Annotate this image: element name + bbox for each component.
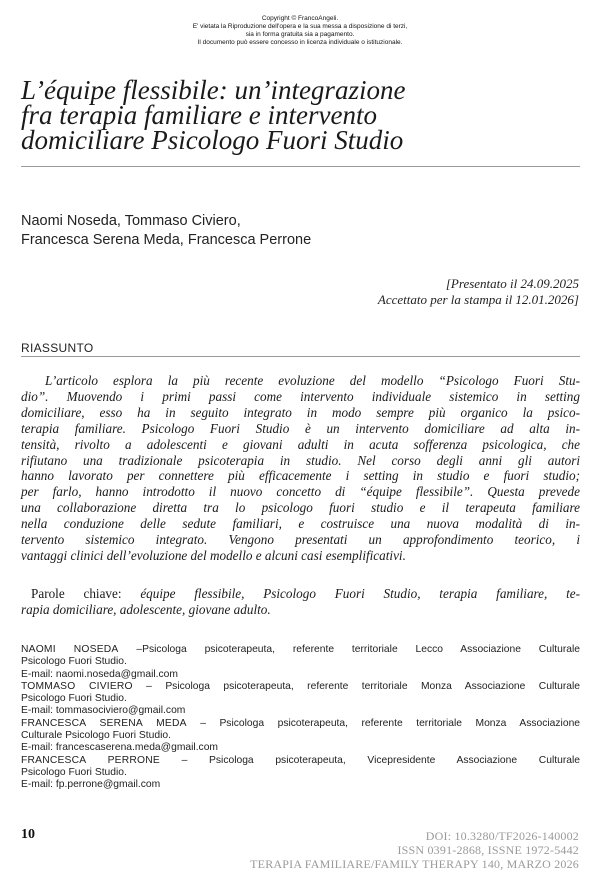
abstract-line: L’articolo esplora la più recente evoluzione del modello “Psicologo Fuori Stu-: [45, 373, 580, 388]
copyright-line: sia in forma gratuita sia a pagamento.: [245, 31, 355, 38]
bio-header: [21, 755, 580, 767]
abstract-line: tensità, rivolto a adolescenti e giovani adulti in acuta sofferenza psicologica, che: [21, 436, 580, 452]
bio-name: FRANCESCA PERRONE: [21, 754, 160, 766]
keywords-terms: rapia domiciliare, adolescente, giovane adulto.: [21, 601, 271, 617]
abstract-line: domiciliare, esso ha in seguito integrato in modo sempre più organico la psico-: [21, 404, 580, 420]
journal-issue: TERAPIA FAMILIARE/FAMILY THERAPY 140, MARZO 2026: [250, 857, 579, 872]
abstract-line: terapia familiare. Psicologo Fuori Studio è un intervento domiciliare ad alta in-: [21, 420, 580, 436]
abstract-line: per farlo, hanno introdotto il nuovo concetto di “équipe flessibile”. Questa prevede: [21, 484, 580, 500]
keywords-label: Parole chiave:: [31, 586, 122, 601]
author-bios: [21, 644, 580, 792]
bio-desc-cont: Psicologo Fuori Studio.: [21, 693, 127, 705]
copyright-line: Il documento può essere concesso in licenza individuale o istituzionale.: [197, 39, 403, 46]
bio-name: FRANCESCA SERENA MEDA: [21, 717, 187, 729]
bio-desc: Psicologa psicoterapeuta, referente territoriale Lecco Associazione Culturale: [142, 644, 581, 655]
title-divider: [21, 166, 580, 167]
page-number: 10: [21, 827, 35, 842]
bio-sep: –: [132, 680, 166, 692]
doi: DOI: 10.3280/TF2026-140002: [425, 829, 579, 843]
abstract-line: tervento sistemico integrato. Vengono presentati un approfondimento teorico, i: [21, 532, 580, 548]
bio-desc-cont: Psicologo Fuori Studio.: [21, 656, 127, 668]
abstract-line: hanno lavorato per connettere più efficacemente i setting in studio e fuori studio;: [21, 468, 580, 484]
keywords-terms: équipe flessibile, Psicologo Fuori Studio, terapia familiare, te-: [140, 586, 581, 601]
abstract-body: [21, 373, 580, 564]
abstract-line: dio”. Muovendo i primi passi come intervento individuale sistemico in setting: [21, 388, 580, 404]
section-heading: RIASSUNTO: [21, 341, 94, 355]
author-list: [21, 212, 311, 249]
author-line: Francesca Serena Meda, Francesca Perrone: [21, 231, 312, 248]
bio-desc: Psicologa psicoterapeuta, referente territoriale Monza Associazione: [219, 717, 581, 729]
abstract-line: nella conduzione delle sedute familiari, e costruisce una nuova modalità di in-: [21, 516, 580, 532]
bio-email: E-mail: francescaserena.meda@gmail.com: [21, 742, 219, 754]
bio-desc: Psicologa psicoterapeuta, Vicepresidente Associazione Culturale: [209, 754, 580, 766]
bio-email: E-mail: tommasociviero@gmail.com: [21, 705, 186, 717]
presented-date: [Presentato il 24.09.2025: [445, 276, 579, 291]
bio-email: E-mail: naomi.noseda@gmail.com: [21, 668, 178, 680]
title-line: domiciliare Psicologo Fuori Studio: [21, 125, 404, 155]
bio-desc: Psicologa psicoterapeuta, referente territoriale Monza Associazione Culturale: [165, 680, 580, 692]
copyright-line: E' vietata la Riproduzione dell'opera e la sua messa a disposizione di terzi,: [192, 23, 408, 30]
author-line: Naomi Noseda, Tommaso Civiero,: [21, 213, 241, 229]
submission-dates: [378, 276, 579, 307]
journal-footer: [250, 829, 579, 872]
bio-sep: –: [118, 644, 143, 655]
bio-header: [21, 681, 580, 693]
bio-sep: –: [186, 717, 220, 729]
section-divider: [21, 356, 580, 357]
copyright-notice: [0, 15, 600, 47]
bio-sep: –: [159, 754, 210, 766]
keywords-line: [21, 602, 580, 618]
title-line: fra terapia familiare e intervento: [21, 100, 377, 130]
abstract-line: rifiutano una tradizionale psicoterapia in studio. Nel corso degli anni gli autori: [21, 452, 580, 468]
issn: ISSN 0391-2868, ISSNE 1972-5442: [397, 843, 579, 858]
bio-header: [21, 718, 580, 730]
accepted-date: Accettato per la stampa il 12.01.2026]: [377, 291, 579, 307]
bio-header: [21, 644, 580, 656]
bio-name: NAOMI NOSEDA: [21, 644, 119, 655]
bio-desc-cont: Culturale Psicologo Fuori Studio.: [21, 730, 171, 742]
abstract-line: vantaggi clinici dell’evoluzione del modello e alcuni casi esemplificativi.: [21, 547, 406, 563]
title-line: L’équipe flessibile: un’integrazione: [21, 75, 406, 105]
bio-desc-cont: Psicologo Fuori Studio.: [21, 766, 127, 778]
keywords-line: [21, 586, 580, 602]
bio-email: E-mail: fp.perrone@gmail.com: [21, 779, 161, 791]
article-title: [21, 75, 581, 155]
copyright-line: Copyright © FrancoAngeli.: [261, 15, 339, 22]
keywords: [21, 586, 580, 618]
bio-name: TOMMASO CIVIERO: [21, 680, 133, 692]
abstract-line: una collaborazione diretta tra lo psicologo fuori studio e il terapeuta familiare: [21, 500, 580, 516]
